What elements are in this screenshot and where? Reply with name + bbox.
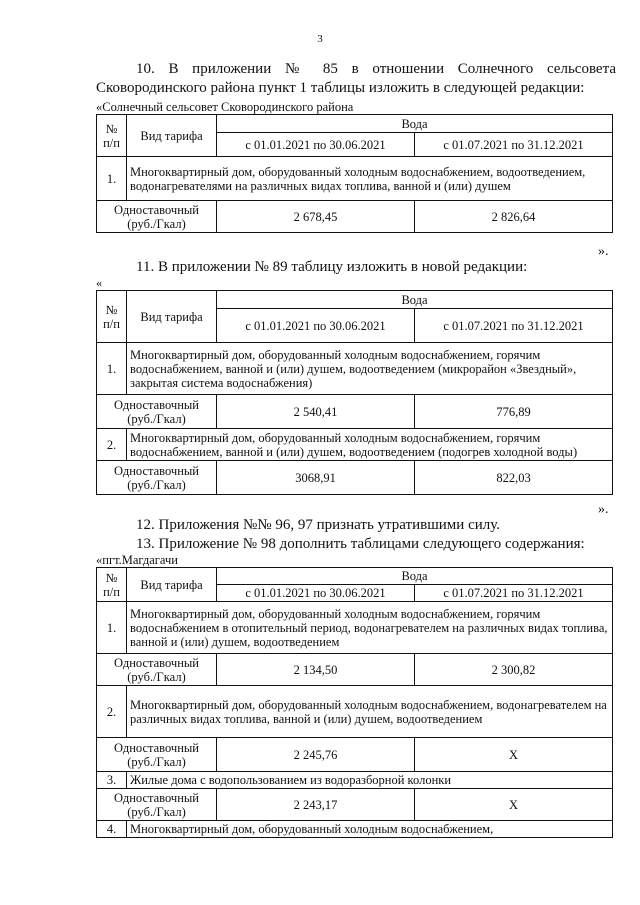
item-13-opening: «пгт.Магдагачи [96, 553, 178, 567]
tariff-table-85 [96, 114, 613, 233]
rate-value-2: 776,89 [415, 395, 613, 429]
row-desc: Многоквартирный дом, оборудованный холодным водоснабжением, горячим водоснабжением, ванной и (или) душем, водоотведением (микрорайон «Звездный», закрытая система водоснабжения) [127, 343, 613, 395]
row-num: 1. [97, 343, 127, 395]
rate-label: Одноставочный (руб./Гкал) [97, 395, 217, 429]
header-num: № п/п [97, 568, 127, 602]
row-desc: Многоквартирный дом, оборудованный холодным водоснабжением, [127, 821, 613, 838]
row-desc: Многоквартирный дом, оборудованный холодным водоснабжением, водонагревателем на различных видах топлива, ванной и (или) душем, водоотведением [127, 686, 613, 738]
item-11-closing: ». [598, 502, 609, 517]
row-num: 3. [97, 772, 127, 789]
rate-label: Одноставочный (руб./Гкал) [97, 789, 217, 821]
rate-value-2: X [415, 789, 613, 821]
rate-value-1: 3068,91 [217, 461, 415, 495]
row-num: 2. [97, 686, 127, 738]
rate-value-2: 822,03 [415, 461, 613, 495]
row-num: 1. [97, 157, 127, 201]
rate-value-2: 2 826,64 [415, 201, 613, 233]
header-period-2: с 01.07.2021 по 31.12.2021 [415, 309, 613, 343]
header-period-2: с 01.07.2021 по 31.12.2021 [415, 133, 613, 157]
row-desc: Многоквартирный дом, оборудованный холодным водоснабжением, горячим водоснабжением, ванной и (или) душем, водоотведением (подогрев холодной воды) [127, 429, 613, 461]
rate-label: Одноставочный (руб./Гкал) [97, 201, 217, 233]
row-desc: Многоквартирный дом, оборудованный холодным водоснабжением, водоотведением, водонагревателями на различных видах топлива, ванной и (или) душем [127, 157, 613, 201]
header-group: Вода [217, 568, 613, 585]
header-period-1: с 01.01.2021 по 30.06.2021 [217, 133, 415, 157]
header-num: № п/п [97, 115, 127, 157]
header-type: Вид тарифа [127, 291, 217, 343]
header-type: Вид тарифа [127, 568, 217, 602]
rate-value-2: X [415, 738, 613, 772]
row-desc: Жилые дома с водопользованием из водоразборной колонки [127, 772, 613, 789]
item-12-text: 12. Приложения №№ 96, 97 признать утратившими силу. [136, 517, 500, 533]
rate-value-1: 2 245,76 [217, 738, 415, 772]
page-number: 3 [317, 33, 323, 45]
rate-value-1: 2 243,17 [217, 789, 415, 821]
item-10-text: 10. В приложении № 85 в отношении Солнечного сельсовета Сковородинского района пункт 1 таблицы изложить в следующей редакции: [96, 61, 616, 96]
item-11-text: 11. В приложении № 89 таблицу изложить в новой редакции: [136, 259, 528, 275]
rate-value-1: 2 134,50 [217, 654, 415, 686]
header-group: Вода [217, 115, 613, 133]
header-type: Вид тарифа [127, 115, 217, 157]
rate-value-2: 2 300,82 [415, 654, 613, 686]
tariff-table-98 [96, 567, 613, 838]
header-group: Вода [217, 291, 613, 309]
rate-value-1: 2 540,41 [217, 395, 415, 429]
rate-value-1: 2 678,45 [217, 201, 415, 233]
header-period-1: с 01.01.2021 по 30.06.2021 [217, 309, 415, 343]
rate-label: Одноставочный (руб./Гкал) [97, 461, 217, 495]
row-num: 1. [97, 602, 127, 654]
row-num: 4. [97, 821, 127, 838]
rate-label: Одноставочный (руб./Гкал) [97, 654, 217, 686]
item-10-closing: ». [598, 244, 609, 259]
item-13-text: 13. Приложение № 98 дополнить таблицами следующего содержания: [136, 536, 585, 552]
row-num: 2. [97, 429, 127, 461]
header-num: № п/п [97, 291, 127, 343]
header-period-1: с 01.01.2021 по 30.06.2021 [217, 585, 415, 602]
header-period-2: с 01.07.2021 по 31.12.2021 [415, 585, 613, 602]
rate-label: Одноставочный (руб./Гкал) [97, 738, 217, 772]
item-11-opening: « [96, 276, 103, 290]
tariff-table-89 [96, 290, 613, 495]
item-10-opening: «Солнечный сельсовет Сковородинского района [96, 100, 354, 114]
row-desc: Многоквартирный дом, оборудованный холодным водоснабжением, горячим водоснабжением в отопительный период, водонагревателем на различных видах топлива, ванной и (или) душем, водоотведением [127, 602, 613, 654]
